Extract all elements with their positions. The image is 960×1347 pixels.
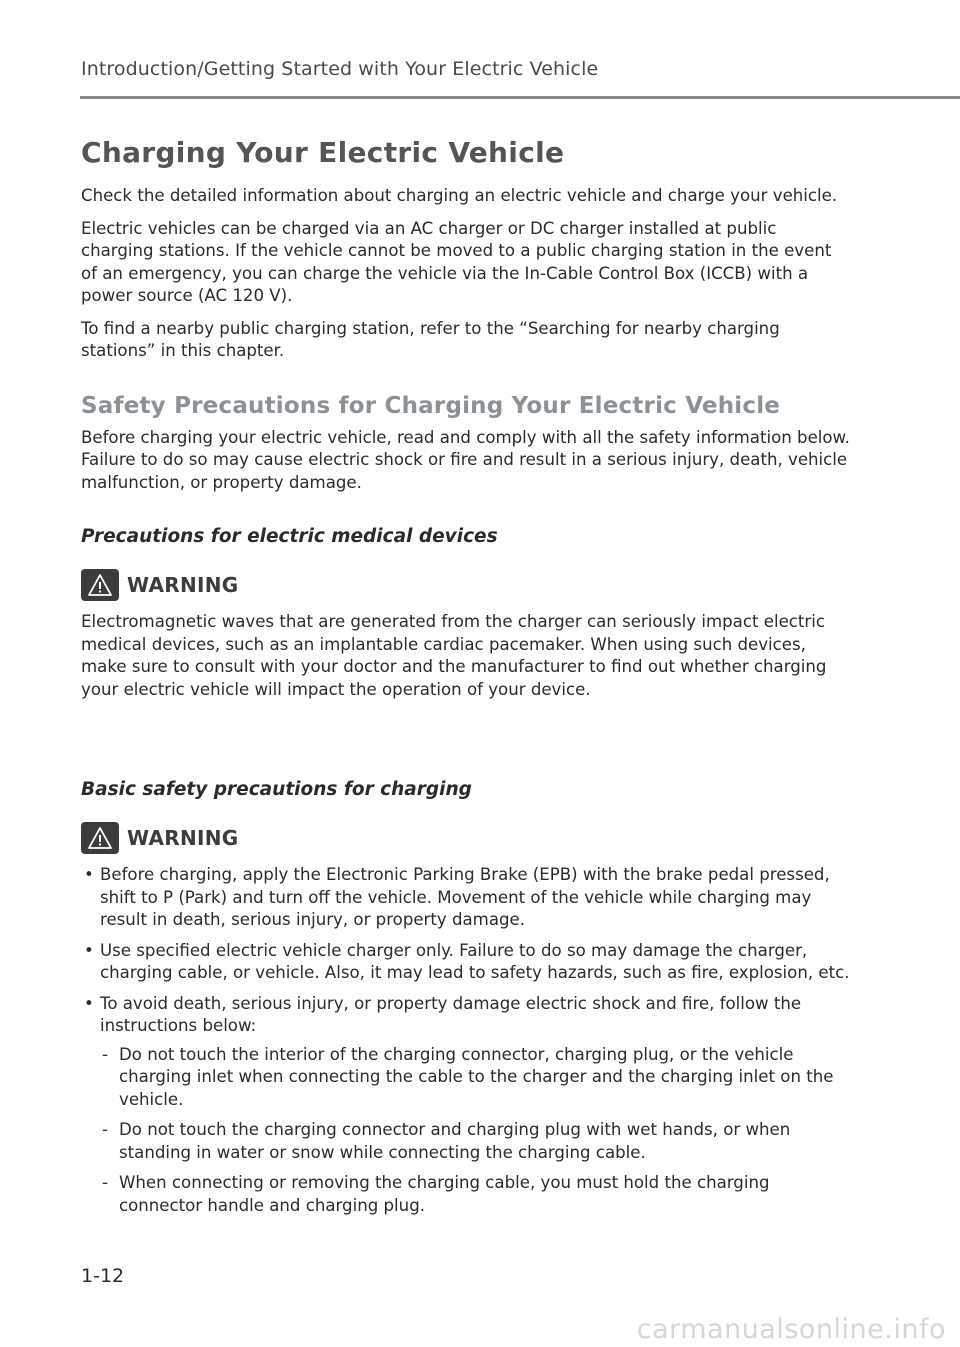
list-item <box>81 993 851 1218</box>
sub-list <box>100 1044 851 1218</box>
safety-title: Safety Precautions for Charging Your Electric Vehicle <box>81 392 781 419</box>
sub-list-item: - Do not touch the charging connector and charging plug with wet hands, or when standing in water or snow while connecting the charging cable. <box>100 1119 851 1164</box>
warning-triangle-icon <box>81 569 119 601</box>
medical-warning <box>81 569 851 601</box>
page-number: 1-12 <box>81 1265 125 1287</box>
intro-paragraph-2: Electric vehicles can be charged via an AC charger or DC charger installed at public charging stations. If the vehicle cannot be moved to a public charging station in the event of an emergency, you can charge the vehicle via the In-Cable Control Box (ICCB) with a power source (AC 120 V). <box>81 218 832 305</box>
safety-intro: Before charging your electric vehicle, read and comply with all the safety information below. Failure to do so may cause electric shock or fire and result in a serious injury, death, vehicle malfunction, or property damage. <box>81 427 850 492</box>
list-item-text: To avoid death, serious injury, or property damage electric shock and fire, follow the instructions below: <box>100 993 802 1035</box>
list-item: • Use specified electric vehicle charger only. Failure to do so may damage the charger, charging cable, or vehicle. Also, it may lead to safety hazards, such as fire, explosion, etc. <box>81 940 851 985</box>
basic-heading: Basic safety precautions for charging <box>81 779 472 800</box>
warning-triangle-icon <box>81 822 119 854</box>
sub-list-item: - Do not touch the interior of the charging connector, charging plug, or the vehicle charging inlet when connecting the cable to the charger and the charging inlet on the vehicle. <box>100 1044 851 1112</box>
intro-paragraph-1: Check the detailed information about charging an electric vehicle and charge your vehicle. <box>81 186 838 205</box>
running-header: Introduction/Getting Started with Your Electric Vehicle <box>81 58 599 80</box>
watermark: carmanualsonline.info <box>636 1314 946 1345</box>
section-title: Charging Your Electric Vehicle <box>81 136 565 169</box>
page-content <box>81 136 851 1225</box>
basic-warning <box>81 822 851 854</box>
basic-bullet-list <box>81 864 851 1217</box>
warning-label: WARNING <box>127 573 239 597</box>
warning-label: WARNING <box>127 826 239 850</box>
list-item: • Before charging, apply the Electronic Parking Brake (EPB) with the brake pedal pressed, shift to P (Park) and turn off the vehicle. Movement of the vehicle while charging may result in death, serious injury, or property damage. <box>81 864 851 932</box>
header-rule <box>80 96 960 99</box>
intro-paragraph-3: To find a nearby public charging station, refer to the “Searching for nearby charging stations” in this chapter. <box>81 318 780 360</box>
medical-warning-text: Electromagnetic waves that are generated from the charger can seriously impact electric medical devices, such as an implantable cardiac pacemaker. When using such devices, make sure to consult with your doctor and the manufacturer to find out whether charging your electric vehicle will impact the operation of your device. <box>81 612 827 699</box>
sub-list-item: - When connecting or removing the charging cable, you must hold the charging connector handle and charging plug. <box>100 1172 851 1217</box>
medical-heading: Precautions for electric medical devices <box>81 526 498 547</box>
